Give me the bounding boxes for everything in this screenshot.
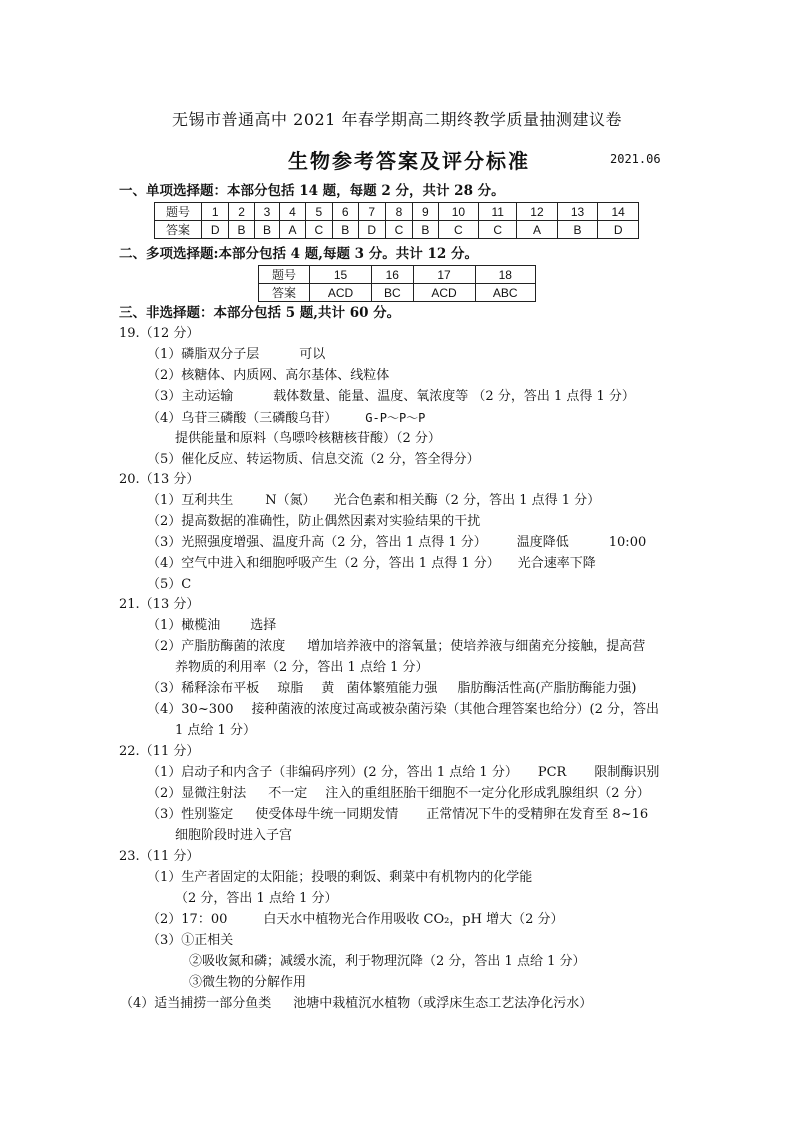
question-number-cell: 13 (557, 203, 598, 221)
question-number-cell: 18 (475, 266, 535, 284)
answer-text: 黄 (321, 681, 335, 696)
q21-answer-3 (147, 680, 636, 698)
answer-cell: ABC (475, 284, 535, 302)
answer-text: G-P～P～P (365, 411, 426, 425)
answer-text: 光合色素和相关酶（2 分，答出 1 点得 1 分） (333, 493, 601, 508)
question-number-cell: 6 (333, 203, 358, 221)
q23-answer-1: （1）生产者固定的太阳能；投喂的剩饭、剩菜中有机物内的化学能 (147, 870, 533, 885)
answer-text: 选择 (250, 618, 277, 633)
table-row-label: 题号 (259, 266, 310, 284)
q21-answer-4 (147, 701, 659, 719)
single-choice-answer-table (154, 202, 639, 239)
q23-answer-1-cont: （2 分，答出 1 点给 1 分） (175, 891, 338, 906)
q22-answer-3-cont: 细胞阶段时进入子宫 (175, 828, 293, 843)
answer-text: 增加培养液中的溶氧量；使培养液与细菌充分接触，提高营 (307, 639, 646, 654)
answer-text: 脂肪酶活性高(产脂肪酶能力强) (457, 681, 637, 696)
answer-cell: B (557, 221, 598, 239)
question-number-cell: 4 (280, 203, 305, 221)
q23-answer-3-2: ②吸收氮和磷；减缓水流，利于物理沉降（2 分，答出 1 点给 1 分） (189, 954, 586, 969)
question-number-cell: 8 (385, 203, 412, 221)
answer-text: 池塘中栽植沉水植物（或浮床生态工艺法净化污水） (293, 996, 593, 1011)
answer-cell: C (305, 221, 332, 239)
answer-text: 菌体繁殖能力强 (346, 681, 438, 696)
answer-text: （2）17：00 (147, 912, 228, 927)
q19-heading: 19.（12 分） (119, 326, 200, 341)
answer-text: （2）显微注射法 (147, 786, 247, 801)
section1-heading: 一、单项选择题：本部分包括 14 题，每题 2 分，共计 28 分。 (119, 183, 505, 199)
q23-answer-2 (147, 911, 564, 929)
answer-text: 可以 (299, 347, 326, 362)
answer-cell: D (358, 221, 385, 239)
q20-answer-1 (147, 492, 600, 510)
question-number-cell: 1 (202, 203, 229, 221)
answer-cell: D (202, 221, 229, 239)
q23-answer-3: （3）①正相关 (147, 933, 234, 948)
answer-cell: ACD (413, 284, 475, 302)
question-number-cell: 5 (305, 203, 332, 221)
answer-text: （3）主动运输 (147, 389, 234, 404)
q20-answer-2: （2）提高数据的准确性，防止偶然因素对实验结果的干扰 (147, 514, 481, 529)
document-date: 2021.06 (610, 152, 661, 166)
answer-cell: B (229, 221, 254, 239)
q21-heading: 21.（13 分） (119, 597, 200, 612)
q22-answer-2 (147, 785, 650, 803)
answer-text: （1）橄榄油 (147, 618, 221, 633)
table-row-label: 答案 (259, 284, 310, 302)
answer-text: （4）30~300 (147, 702, 234, 717)
answer-text: （4）空气中进入和细胞呼吸产生（2 分，答出 1 点得 1 分） (147, 556, 500, 571)
answer-text: 琼脂 (277, 681, 304, 696)
answer-cell: ACD (310, 284, 372, 302)
q20-answer-5: （5）C (147, 577, 192, 592)
q19-answer-5: （5）催化反应、转运物质、信息交流（2 分，答全得分） (147, 452, 480, 467)
q22-answer-1 (147, 764, 659, 782)
answer-cell: B (333, 221, 358, 239)
answer-text: 使受体母牛统一同期发情 (255, 807, 399, 822)
question-number-cell: 14 (598, 203, 639, 221)
answer-cell: A (280, 221, 305, 239)
answer-text: 温度降低 (516, 535, 569, 550)
answer-text: 光合速率下降 (517, 556, 596, 571)
answer-cell: C (385, 221, 412, 239)
q21-answer-4-cont: 1 点给 1 分） (175, 723, 256, 738)
answer-cell: C (438, 221, 479, 239)
question-number-cell: 12 (517, 203, 558, 221)
question-number-cell: 3 (254, 203, 279, 221)
q20-answer-3 (147, 534, 646, 552)
table-row-label: 答案 (155, 221, 202, 239)
answer-text: 正常情况下牛的受精卵在发育至 8~16 (426, 807, 649, 822)
answer-text: PCR (537, 765, 567, 780)
question-number-cell: 16 (371, 266, 413, 284)
answer-text: （3）稀释涂布平板 (147, 681, 260, 696)
q23-answer-4 (120, 995, 592, 1013)
q23-answer-3-3: ③微生物的分解作用 (189, 975, 307, 990)
table-row-label: 题号 (155, 203, 202, 221)
answer-text: 注入的重组胚胎干细胞不一定分化形成乳腺组织（2 分） (325, 786, 650, 801)
document-title: 无锡市普通高中 2021 年春学期高二期终教学质量抽测建议卷 (172, 110, 622, 129)
section2-heading: 二、多项选择题:本部分包括 4 题,每题 3 分。共计 12 分。 (119, 246, 478, 262)
question-number-cell: 10 (438, 203, 479, 221)
answer-cell: B (413, 221, 438, 239)
answer-cell: C (479, 221, 517, 239)
answer-text: 载体数量、能量、温度、氧浓度等 （2 分，答出 1 点得 1 分） (273, 389, 635, 404)
answer-text: 10:00 (608, 535, 647, 550)
question-number-cell: 7 (358, 203, 385, 221)
answer-text: 白天水中植物光合作用吸收 CO₂，pH 增大（2 分） (263, 912, 564, 927)
answer-cell: D (598, 221, 639, 239)
q22-answer-3 (147, 806, 648, 824)
q21-answer-1 (147, 617, 276, 635)
q19-answer-4 (147, 409, 425, 428)
answer-cell: A (517, 221, 558, 239)
answer-text: （3）光照强度增强、温度升高（2 分，答出 1 点得 1 分） (147, 535, 487, 550)
q20-heading: 20.（13 分） (119, 472, 200, 487)
answer-text: （2）产脂肪酶菌的浓度 (147, 639, 286, 654)
question-number-cell: 2 (229, 203, 254, 221)
answer-text: 限制酶识别 (594, 765, 660, 780)
q19-answer-3 (147, 388, 635, 406)
answer-text: 不一定 (268, 786, 308, 801)
answer-text: （1）启动子和内含子（非编码序列）(2 分，答出 1 点给 1 分） (147, 765, 518, 780)
question-number-cell: 17 (413, 266, 475, 284)
answer-text: （3）性别鉴定 (147, 807, 234, 822)
q19-answer-1 (147, 346, 325, 364)
answer-cell: BC (371, 284, 413, 302)
answer-text: （4）适当捕捞一部分鱼类 (120, 996, 272, 1011)
document-subtitle: 生物参考答案及评分标准 (288, 149, 530, 173)
answer-text: 接种菌液的浓度过高或被杂菌污染（其他合理答案也给分）(2 分，答出 (251, 702, 660, 717)
question-number-cell: 9 (413, 203, 438, 221)
q19-answer-4-cont: 提供能量和原料（鸟嘌呤核糖核苷酸）（2 分） (175, 431, 441, 446)
question-number-cell: 11 (479, 203, 517, 221)
q20-answer-4 (147, 555, 596, 573)
q21-answer-2-cont: 养物质的利用率（2 分，答出 1 点给 1 分） (175, 660, 429, 675)
q22-heading: 22.（11 分） (119, 744, 200, 759)
section3-heading: 三、非选择题：本部分包括 5 题,共计 60 分。 (119, 305, 401, 321)
answer-text: （4）乌苷三磷酸（三磷酸乌苷） (147, 411, 338, 426)
multiple-choice-answer-table (258, 265, 536, 302)
question-number-cell: 15 (310, 266, 372, 284)
answer-text: （1）磷脂双分子层 (147, 347, 260, 362)
answer-cell: B (254, 221, 279, 239)
answer-text: N（氮） (265, 493, 316, 508)
q21-answer-2 (147, 638, 645, 656)
q23-heading: 23.（11 分） (119, 849, 200, 864)
q19-answer-2: （2）核糖体、内质网、高尔基体、线粒体 (147, 368, 390, 383)
answer-text: （1）互利共生 (147, 493, 234, 508)
